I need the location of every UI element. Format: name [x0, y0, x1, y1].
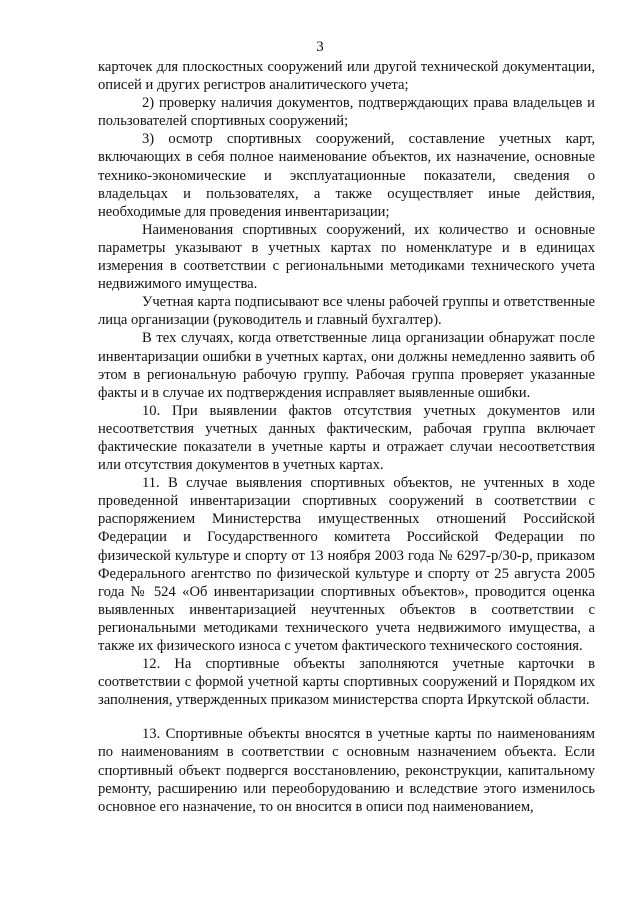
paragraph-item-3: 3) осмотр спортивных сооружений, составление учетных карт, включающих в себя полное наименование объектов, их назначение, основные технико-экономические и эксплуатационные показатели, сведения о владельцах и пользователях, а также осуществляет иные действия, необходимые для проведения инвентаризации;: [98, 131, 595, 220]
paragraph-names-parameters: Наименования спортивных сооружений, их количество и основные параметры указывают в учетных картах по номенклатуре и в единицах измерения в соответствии с региональными методиками технического учета недвижимого имущества.: [98, 221, 595, 293]
paragraph-errors: В тех случаях, когда ответственные лица организации обнаружат после инвентаризации ошибки в учетных картах, они должны немедленно заявить об этом в региональную рабочую группу. Рабочая группа проверяет указанные факты и в случае их подтверждения исправляет выявленные ошибки.: [98, 330, 595, 401]
paragraph-12: 12. На спортивные объекты заполняются учетные карточки в соответствии с формой учетной карты спортивных сооружений и Порядком их заполнения, утвержденных приказом министерства спорта Иркутской области.: [98, 656, 595, 709]
paragraph-11: 11. В случае выявления спортивных объектов, не учтенных в ходе проведенной инвентаризации спортивных сооружений в соответствии с распоряжением Министерства имущественных отношений Российской Федерации и Государственного комитета Российской Федерации по физической культуре и спорту от 13 ноября 2003 года № 6297-р/30-р, приказом Федерального агентство по физической культуре и спорту от 25 августа 2005 года № 524 «Об инвентаризации спортивных объектов», проводится оценка выявленных инвентаризацией неучтенных объектов в соответствии с региональными методиками технического учета недвижимого имущества, а также их физического износа с учетом фактического технического состояния.: [98, 475, 595, 654]
paragraph-13: 13. Спортивные объекты вносятся в учетные карты по наименованиям по наименованиям в соответствии с основным назначением объекта. Если спортивный объект подвергся восстановлению, реконструкции, капитальному ремонту, расширению или переоборудованию и вследствие этого изменилось основное его назначение, то он вносится в описи под наименованием,: [98, 726, 595, 815]
page-number: 3: [316, 39, 324, 55]
paragraph-item-2: 2) проверку наличия документов, подтверждающих права владельцев и пользователей спортивных сооружений;: [98, 95, 595, 130]
paragraph-continuation: карточек для плоскостных сооружений или другой технической документации, описей и других регистров аналитического учета;: [98, 59, 595, 94]
paragraph-card-signing: Учетная карта подписывают все члены рабочей группы и ответственные лица организации (руководитель и главный бухгалтер).: [98, 294, 595, 329]
document-body: [98, 58, 595, 816]
paragraph-10: 10. При выявлении фактов отсутствия учетных документов или несоответствия учетных данных фактическим, рабочая группа включает фактические показатели в учетные карты и отражает случаи несоответствия или отсутствия документов в учетных картах.: [98, 402, 595, 474]
